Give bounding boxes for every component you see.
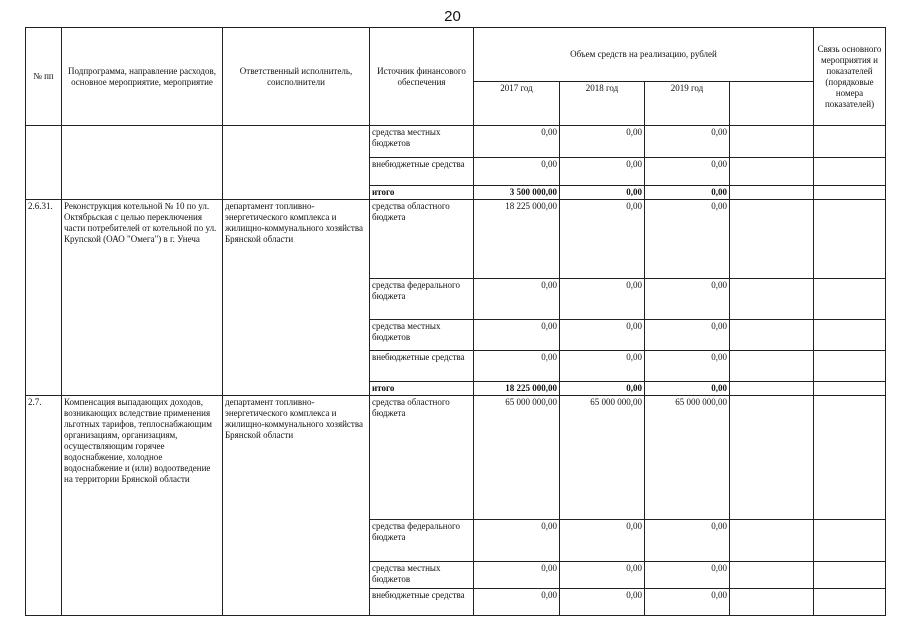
value-2017: 0,00 [474, 279, 560, 320]
link-cell [814, 158, 886, 186]
value-empty [730, 200, 814, 279]
source-cell: внебюджетные средства [370, 589, 474, 616]
value-2017: 0,00 [474, 158, 560, 186]
value-2018: 0,00 [560, 320, 645, 351]
value-2019: 0,00 [645, 126, 730, 158]
link-cell [814, 186, 886, 200]
value-2019: 0,00 [645, 520, 730, 562]
header-responsible: Ответственный исполнитель, соисполнители [223, 28, 370, 126]
source-cell: средства местных бюджетов [370, 126, 474, 158]
header-source: Источник финансового обеспечения [370, 28, 474, 126]
link-cell [814, 279, 886, 320]
header-row [26, 28, 886, 82]
block2-program: Реконструкция котельной № 10 по ул. Октябрьская с целью переключения части потребителей от котельной по ул. Крупской (ОАО "Омега") в г. Унеча [62, 200, 223, 396]
value-2019: 0,00 [645, 158, 730, 186]
source-cell: внебюджетные средства [370, 351, 474, 382]
source-cell: средства федерального бюджета [370, 279, 474, 320]
value-2019: 0,00 [645, 200, 730, 279]
value-empty [730, 186, 814, 200]
table-row [26, 200, 886, 279]
value-2017: 18 225 000,00 [474, 382, 560, 396]
value-2017: 0,00 [474, 320, 560, 351]
link-cell [814, 126, 886, 158]
value-2017: 65 000 000,00 [474, 396, 560, 520]
value-2019: 0,00 [645, 279, 730, 320]
value-2017: 0,00 [474, 126, 560, 158]
header-year-empty [730, 82, 814, 126]
value-2018: 0,00 [560, 562, 645, 589]
value-empty [730, 320, 814, 351]
value-2018: 0,00 [560, 186, 645, 200]
value-empty [730, 562, 814, 589]
header-year-2018: 2018 год [560, 82, 645, 126]
value-2018: 0,00 [560, 126, 645, 158]
link-cell [814, 520, 886, 562]
block1-responsible [223, 126, 370, 200]
source-cell: средства областного бюджета [370, 396, 474, 520]
table-row [26, 126, 886, 158]
link-cell [814, 382, 886, 396]
table-row [26, 396, 886, 520]
value-2017: 0,00 [474, 351, 560, 382]
value-empty [730, 126, 814, 158]
link-cell [814, 320, 886, 351]
header-year-2017: 2017 год [474, 82, 560, 126]
value-empty [730, 382, 814, 396]
value-2018: 65 000 000,00 [560, 396, 645, 520]
source-cell: итого [370, 382, 474, 396]
source-cell: средства федерального бюджета [370, 520, 474, 562]
value-2017: 3 500 000,00 [474, 186, 560, 200]
block1-program [62, 126, 223, 200]
block2-responsible: департамент топливно-энергетического комплекса и жилищно-коммунального хозяйства Брянской области [223, 200, 370, 396]
value-2019: 65 000 000,00 [645, 396, 730, 520]
value-2018: 0,00 [560, 382, 645, 396]
header-link: Связь основного мероприятия и показателей (порядковые номера показателей) [814, 28, 886, 126]
value-2019: 0,00 [645, 562, 730, 589]
value-2018: 0,00 [560, 351, 645, 382]
source-cell: внебюджетные средства [370, 158, 474, 186]
value-empty [730, 520, 814, 562]
source-cell: средства местных бюджетов [370, 562, 474, 589]
block2-num: 2.6.31. [26, 200, 62, 396]
header-volume: Объем средств на реализацию, рублей [474, 28, 814, 82]
link-cell [814, 562, 886, 589]
value-2017: 0,00 [474, 520, 560, 562]
source-cell: итого [370, 186, 474, 200]
block1-num [26, 126, 62, 200]
value-2019: 0,00 [645, 351, 730, 382]
header-num: № пп [26, 28, 62, 126]
link-cell [814, 589, 886, 616]
value-2018: 0,00 [560, 279, 645, 320]
value-2018: 0,00 [560, 200, 645, 279]
value-empty [730, 158, 814, 186]
value-2018: 0,00 [560, 520, 645, 562]
funding-table [25, 27, 886, 616]
source-cell: средства местных бюджетов [370, 320, 474, 351]
value-empty [730, 589, 814, 616]
value-2017: 0,00 [474, 562, 560, 589]
value-2018: 0,00 [560, 589, 645, 616]
value-empty [730, 279, 814, 320]
page-number: 20 [444, 8, 461, 25]
value-empty [730, 396, 814, 520]
header-year-2019: 2019 год [645, 82, 730, 126]
value-empty [730, 351, 814, 382]
value-2019: 0,00 [645, 589, 730, 616]
value-2019: 0,00 [645, 382, 730, 396]
value-2017: 18 225 000,00 [474, 200, 560, 279]
value-2019: 0,00 [645, 186, 730, 200]
header-program: Подпрограмма, направление расходов, основное мероприятие, мероприятие [62, 28, 223, 126]
value-2017: 0,00 [474, 589, 560, 616]
link-cell [814, 396, 886, 520]
block3-num: 2.7. [26, 396, 62, 616]
link-cell [814, 351, 886, 382]
value-2019: 0,00 [645, 320, 730, 351]
value-2018: 0,00 [560, 158, 645, 186]
block3-responsible: департамент топливно-энергетического комплекса и жилищно-коммунального хозяйства Брянской области [223, 396, 370, 616]
link-cell [814, 200, 886, 279]
block3-program: Компенсация выпадающих доходов, возникающих вследствие применения льготных тарифов, теплоснабжающим организациям, организациям, осуществляющим горячее водоснабжение, холодное водоснабжение и (или) водоотведение на территории Брянской области [62, 396, 223, 616]
source-cell: средства областного бюджета [370, 200, 474, 279]
